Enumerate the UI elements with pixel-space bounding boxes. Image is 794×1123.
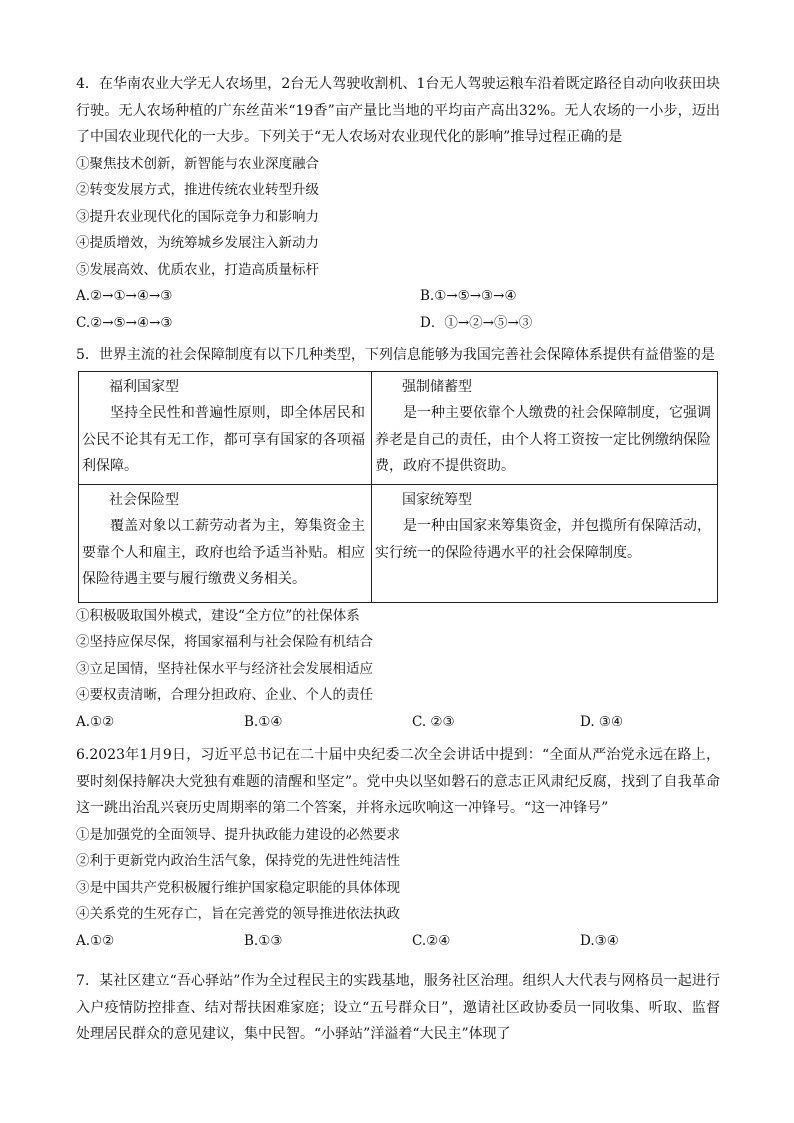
q6-choice-b[interactable]: B.①③: [244, 932, 283, 949]
q4-choice-d[interactable]: D．①→②→⑤→③: [420, 314, 533, 331]
question-6-stem: 6.2023年1月9日，习近平总书记在二十届中央纪委二次全会讲话中提到：“全面从严治党永远在路上，要时刻保持解决大党独有难题的清醒和坚定”。党中央以坚如磐石的意志正风肃纪反腐，找到了自我革命这一跳出治乱兴衰历史周期率的第二个答案，并将永远吹响这一冲锋号。“这一冲锋号”: [76, 747, 720, 816]
question-5: [76, 342, 720, 735]
cell-title: 强制储蓄型: [402, 378, 472, 395]
q6-choice-d[interactable]: D.③④: [580, 932, 619, 949]
q4-choice-c[interactable]: C.②→⑤→④→③: [76, 314, 173, 331]
q4-choices: [76, 283, 720, 336]
question-4: [76, 71, 720, 336]
q4-choice-a[interactable]: A.②→①→④→③: [76, 288, 173, 304]
cell-body: 覆盖对象以工薪劳动者为主，筹集资金主要靠个人和雇主，政府也给予适当补贴。相应保险待遇主要与履行缴费义务相关。: [82, 518, 365, 587]
cell-body: 是一种主要依靠个人缴费的社会保障制度，它强调养老是自己的责任，由个人将工资按一定比例缴纳保险费，政府不提供资助。: [375, 405, 711, 474]
table-cell-social-insurance: [79, 484, 372, 602]
cell-title: 国家统筹型: [402, 491, 472, 508]
q6-statement-4: ④关系党的生死存亡，旨在完善党的领导推进依法执政: [76, 906, 400, 922]
social-security-table: [78, 371, 718, 603]
cell-body: 坚持全民性和普遍性原则，即全体居民和公民不论其有无工作，都可享有国家的各项福利保障。: [82, 405, 365, 474]
cell-body: 是一种由国家来筹集资金，并包揽所有保障活动，实行统一的保险待遇水平的社会保障制度。: [375, 518, 711, 561]
cell-title: 福利国家型: [109, 378, 179, 395]
table-cell-compulsory-savings: [372, 371, 718, 484]
q4-statement-4: ④提质增效，为统筹城乡发展注入新动力: [76, 235, 319, 251]
q6-choice-a[interactable]: A.①②: [76, 932, 115, 949]
q5-choice-c[interactable]: C. ②③: [412, 713, 455, 730]
q5-statement-3: ③立足国情，坚持社保水平与经济社会发展相适应: [76, 660, 373, 677]
question-7-stem: 7．某社区建立“吾心驿站”作为全过程民主的实践基地，服务社区治理。组织人大代表与网格员一起进行入户疫情防控排查、结对帮扶困难家庭；设立“五号群众日”，邀请社区政协委员一同收集、听取、监督处理居民群众的意见建议，集中民智。“小驿站”洋溢着“大民主”体现了: [76, 973, 720, 1042]
q4-statement-2: ②转变发展方式，推进传统农业转型升级: [76, 182, 319, 198]
q5-choice-d[interactable]: D. ③④: [580, 713, 624, 730]
q5-statement-1: ①积极吸取国外模式，建设“全方位”的社保体系: [76, 607, 360, 624]
question-5-stem: 5．世界主流的社会保障制度有以下几种类型，下列信息能够为我国完善社会保障体系提供有益借鉴的是: [76, 347, 715, 363]
q6-statement-3: ③是中国共产党积极履行维护国家稳定职能的具体体现: [76, 879, 400, 896]
q5-choice-a[interactable]: A.①②: [76, 713, 115, 730]
q4-choice-b[interactable]: B.①→⑤→③→④: [420, 288, 517, 304]
q6-choices: [76, 928, 720, 955]
q6-statement-1: ①是加强党的全面领导、提升执政能力建设的必然要求: [76, 826, 400, 843]
q5-statement-4: ④要权责清晰，合理分担政府、企业、个人的责任: [76, 687, 373, 703]
table-cell-welfare-state: [79, 371, 372, 484]
q6-choice-c[interactable]: C.②④: [412, 932, 451, 949]
question-4-stem: 4．在华南农业大学无人农场里，2台无人驾驶收割机、1台无人驾驶运粮车沿着既定路径自动向收获田块行驶。无人农场种植的广东丝苗米“19香”亩产量比当地的平均亩产高出32%。无人农场的一小步，迈出了中国农业现代化的一大步。下列关于“无人农场对农业现代化的影响”推导过程正确的是: [76, 76, 720, 145]
q5-choices: [76, 709, 720, 736]
table-cell-state-planning: [372, 484, 718, 602]
q4-statement-5: ⑤发展高效、优质农业，打造高质量标杆: [76, 261, 319, 278]
q4-statement-3: ③提升农业现代化的国际竞争力和影响力: [76, 208, 319, 225]
q6-statement-2: ②利于更新党内政治生活气象，保持党的先进性纯洁性: [76, 853, 400, 869]
cell-title: 社会保险型: [109, 491, 179, 508]
q5-statement-2: ②坚持应保尽保，将国家福利与社会保险有机结合: [76, 634, 373, 650]
question-6: [76, 742, 720, 954]
q4-statement-1: ①聚焦技术创新，新智能与农业深度融合: [76, 155, 319, 172]
question-7: [76, 968, 720, 1048]
q5-choice-b[interactable]: B.①④: [244, 713, 283, 730]
